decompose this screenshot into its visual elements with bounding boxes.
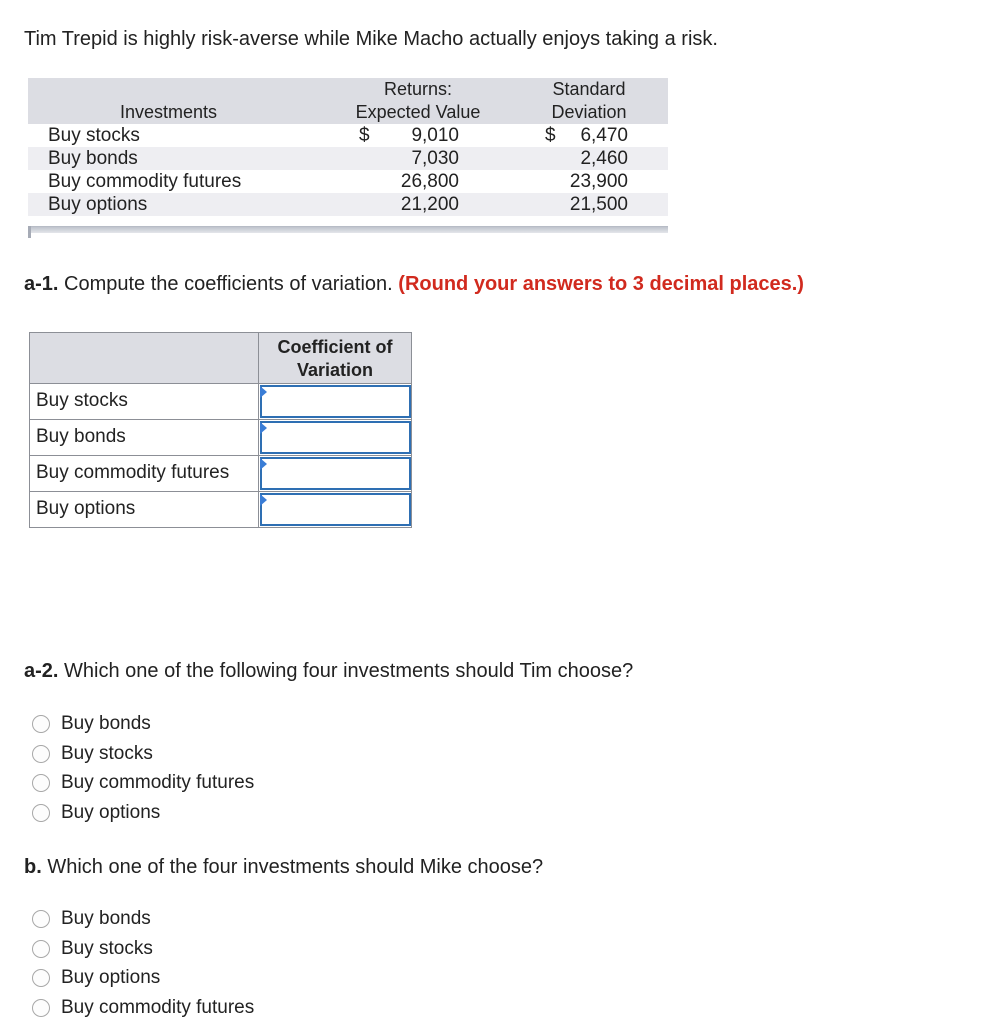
table-header [28, 78, 668, 124]
table-row: Buy stocks $ 9,010 $ 6,470 [48, 125, 628, 146]
question-a2: a-2. Which one of the following four investments should Tim choose? [24, 660, 634, 682]
radio-button[interactable] [32, 774, 50, 792]
question-a1-label: a-1. [24, 273, 59, 295]
table-row: Buy commodity futures [29, 456, 412, 492]
table-row: Buy stocks [29, 384, 412, 420]
coefficient-table-header [29, 332, 412, 384]
currency-symbol: $ [359, 125, 370, 146]
cv-input-buy-bonds[interactable] [260, 421, 411, 454]
intro-text: Tim Trepid is highly risk-averse while Mike Macho actually enjoys taking a risk. [24, 28, 718, 50]
table-row: Buy options [29, 492, 412, 528]
cv-input-buy-options[interactable] [260, 493, 411, 526]
table-row: Buy bonds 7,030 2,460 [28, 147, 668, 170]
question-b: b. Which one of the four investments should Mike choose? [24, 856, 544, 878]
table-footer-bar [28, 226, 668, 233]
cv-input-buy-commodity-futures[interactable] [260, 457, 411, 490]
header-returns: Returns: Expected Value [355, 79, 481, 122]
radio-button[interactable] [32, 999, 50, 1017]
table-footer-edge [28, 226, 31, 238]
header-investments: Investments [120, 102, 218, 122]
radio-button[interactable] [32, 969, 50, 987]
rounding-note: (Round your answers to 3 decimal places.) [398, 273, 804, 295]
question-a1: a-1. Compute the coefficients of variation. (Round your answers to 3 decimal places.) [24, 273, 804, 295]
answer-marker-icon [260, 422, 267, 434]
radio-button[interactable] [32, 940, 50, 958]
question-a2-label: a-2. [24, 660, 59, 682]
header-std-deviation: Standard Deviation [551, 79, 627, 122]
radio-button[interactable] [32, 804, 50, 822]
answer-marker-icon [260, 458, 267, 470]
cv-input-buy-stocks[interactable] [260, 385, 411, 418]
table-row: Buy commodity futures 26,800 23,900 [48, 171, 628, 192]
investments-table [28, 78, 668, 233]
header-coefficient-of-variation: Coefficient of Variation [258, 333, 411, 383]
radio-button[interactable] [32, 910, 50, 928]
table-row: Buy bonds [29, 420, 412, 456]
table-row: Buy options 21,200 21,500 [28, 193, 668, 216]
answer-marker-icon [260, 386, 267, 398]
answer-marker-icon [260, 494, 267, 506]
currency-symbol: $ [545, 125, 556, 146]
question-b-label: b. [24, 856, 42, 878]
radio-button[interactable] [32, 715, 50, 733]
radio-button[interactable] [32, 745, 50, 763]
coefficient-table [29, 332, 412, 528]
